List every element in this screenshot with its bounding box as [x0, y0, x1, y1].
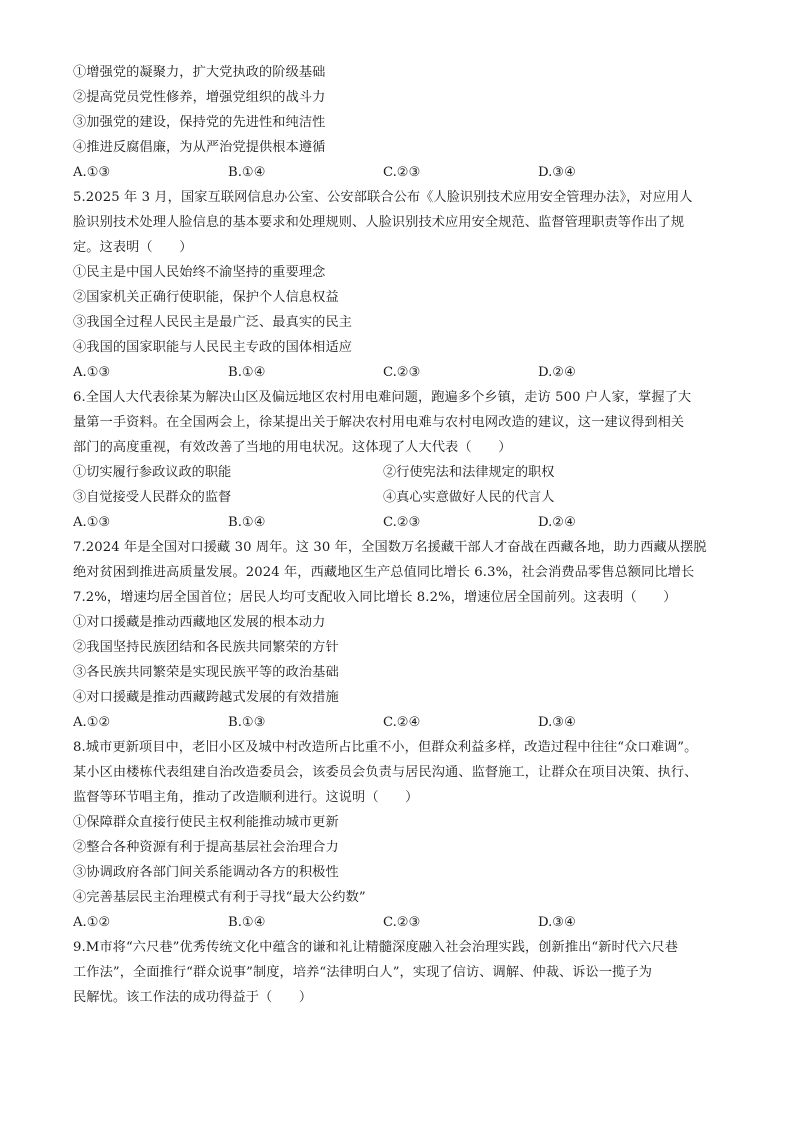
q6-option-a: A.①③ [73, 515, 111, 530]
q4-item-2: ②提高党员党性修养，增强党组织的战斗力 [73, 90, 326, 105]
q5-item-3: ③我国全过程人民民主是最广泛、最真实的民主 [73, 315, 353, 330]
q4-item-1: ①增强党的凝聚力，扩大党执政的阶级基础 [73, 65, 326, 80]
q7-stem-line-3: 7.2%，增速均居全国首位；居民人均可支配收入同比增长 8.2%，增速位居全国前列。这表明（ ） [73, 590, 677, 605]
q8-item-3: ③协调政府各部门间关系能调动各方的积极性 [73, 865, 339, 880]
q7-option-a: A.①② [73, 715, 111, 730]
q5-option-d: D.②④ [538, 365, 576, 380]
q8-stem-line-1: 8.城市更新项目中，老旧小区及城中村改造所占比重不小，但群众利益多样，改造过程中往往“众口难调”。 [73, 740, 698, 755]
q8-stem-line-3: 监督等环节唱主角，推动了改造顺利进行。这说明（ ） [73, 790, 419, 805]
q8-option-a: A.①② [73, 915, 111, 930]
q6-stem-line-3: 部门的高度重视，有效改善了当地的用电状况。这体现了人大代表（ ） [73, 440, 512, 455]
q4-option-b: B.①④ [228, 165, 266, 180]
q5-stem-line-2: 脸识别技术处理人脸信息的基本要求和处理规则、人脸识别技术应用安全规范、监督管理职责等作出了规 [73, 215, 685, 230]
q6-item-4: ④真心实意做好人民的代言人 [383, 490, 555, 505]
q5-option-b: B.①④ [228, 365, 266, 380]
q6-item-2: ②行使宪法和法律规定的职权 [383, 465, 555, 480]
q4-option-c: C.②③ [383, 165, 421, 180]
q5-option-c: C.②③ [383, 365, 421, 380]
q7-item-1: ①对口援藏是推动西藏地区发展的根本动力 [73, 615, 326, 630]
q4-option-a: A.①③ [73, 165, 111, 180]
q8-item-4: ④完善基层民主治理模式有利于寻找“最大公约数” [73, 890, 366, 905]
q6-stem-line-2: 量第一手资料。在全国两会上，徐某提出关于解决农村用电难与农村电网改造的建议，这一建议得到相关 [73, 415, 685, 430]
q4-item-4: ④推进反腐倡廉，为从严治党提供根本遵循 [73, 140, 326, 155]
q6-option-d: D.②④ [538, 515, 576, 530]
q7-stem-line-2: 绝对贫困到推进高质量发展。2024 年，西藏地区生产总值同比增长 6.3%，社会消费品零售总额同比增长 [73, 565, 695, 580]
q6-option-b: B.①④ [228, 515, 266, 530]
q7-option-c: C.②④ [383, 715, 421, 730]
q9-stem-line-1: 9.M市将“六尺巷”优秀传统文化中蕴含的谦和礼让精髓深度融入社会治理实践，创新推出“新时代六尺巷 [73, 940, 678, 955]
q6-item-3: ③自觉接受人民群众的监督 [73, 490, 232, 505]
q5-stem-line-3: 定。这表明（ ） [73, 240, 193, 255]
q4-option-d: D.③④ [538, 165, 576, 180]
q7-option-d: D.③④ [538, 715, 576, 730]
q9-stem-line-3: 民解忧。该工作法的成功得益于（ ） [73, 990, 313, 1005]
q5-stem-line-1: 5.2025 年 3 月，国家互联网信息办公室、公安部联合公布《人脸识别技术应用安全管理办法》，对应用人 [73, 190, 693, 205]
q8-option-b: B.①④ [228, 915, 266, 930]
q8-option-d: D.③④ [538, 915, 576, 930]
q8-option-c: C.②③ [383, 915, 421, 930]
q5-item-2: ②国家机关正确行使职能，保护个人信息权益 [73, 290, 339, 305]
q4-item-3: ③加强党的建设，保持党的先进性和纯洁性 [73, 115, 326, 130]
q7-item-2: ②我国坚持民族团结和各民族共同繁荣的方针 [73, 640, 339, 655]
q8-stem-line-2: 某小区由楼栋代表组建自治改造委员会，该委员会负责与居民沟通、监督施工，让群众在项目决策、执行、 [73, 765, 698, 780]
q7-item-4: ④对口援藏是推动西藏跨越式发展的有效措施 [73, 690, 339, 705]
q6-option-c: C.②③ [383, 515, 421, 530]
q8-item-2: ②整合各种资源有利于提高基层社会治理合力 [73, 840, 339, 855]
q9-stem-line-2: 工作法”，全面推行“群众说事”制度，培养“法律明白人”，实现了信访、调解、仲裁、诉讼一揽子为 [73, 965, 652, 980]
q7-option-b: B.①③ [228, 715, 266, 730]
q8-item-1: ①保障群众直接行使民主权利能推动城市更新 [73, 815, 339, 830]
q5-item-1: ①民主是中国人民始终不渝坚持的重要理念 [73, 265, 326, 280]
q6-item-1: ①切实履行参政议政的职能 [73, 465, 232, 480]
q7-item-3: ③各民族共同繁荣是实现民族平等的政治基础 [73, 665, 339, 680]
q5-item-4: ④我国的国家职能与人民民主专政的国体相适应 [73, 340, 353, 355]
q5-option-a: A.①③ [73, 365, 111, 380]
q6-stem-line-1: 6.全国人大代表徐某为解决山区及偏远地区农村用电难问题，跑遍多个乡镇，走访 500 户人家，掌握了大 [73, 390, 692, 405]
q7-stem-line-1: 7.2024 年是全国对口援藏 30 周年。这 30 年，全国数万名援藏干部人才奋战在西藏各地，助力西藏从摆脱 [73, 540, 707, 555]
